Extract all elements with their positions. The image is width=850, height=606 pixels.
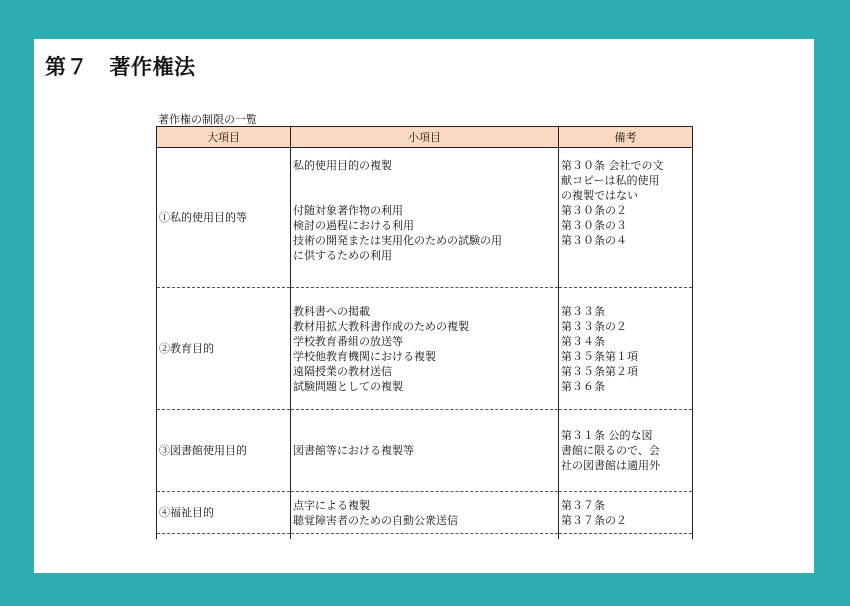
major-item-cell: ①私的使用目的等 <box>157 148 291 288</box>
minor-item: 試験問題としての複製 <box>293 379 403 393</box>
table-row <box>157 288 693 410</box>
minor-item: 教材用拡大教科書作成のための複製 <box>293 319 469 333</box>
remark-line: 第３４条 <box>561 334 605 348</box>
minor-item-cell <box>291 410 559 492</box>
empty-cell <box>157 534 291 540</box>
remarks-cell <box>559 492 693 534</box>
major-item-cell: ③図書館使用目的 <box>157 410 291 492</box>
remark-line: 第３０条 会社での文 <box>561 159 664 172</box>
page-title: 第７ 著作権法 <box>45 55 196 79</box>
minor-item: 教科書への掲載 <box>293 304 370 318</box>
major-item-cell: ②教育目的 <box>157 288 291 410</box>
remark-line: 献コピーは私的使用 <box>561 174 660 187</box>
remark-line: 第３７条 <box>561 498 605 512</box>
remarks-cell <box>559 148 693 288</box>
remark-line: 書館に限るので、会 <box>561 444 660 457</box>
header-major-item: 大項目 <box>157 127 291 148</box>
remark-line: 第３０条の２ <box>561 204 627 217</box>
remark-line: 第３６条 <box>561 379 605 393</box>
table-row <box>157 492 693 534</box>
remark-line: 第３７条の２ <box>561 513 627 527</box>
header-remarks: 備考 <box>559 127 693 148</box>
minor-item: 学校他教育機関における複製 <box>293 349 436 363</box>
table-header-row <box>157 127 693 148</box>
minor-item: に供するための利用 <box>293 249 392 262</box>
remark-line: の複製ではない <box>561 189 638 202</box>
minor-item: 遠隔授業の教材送信 <box>293 364 392 378</box>
remark-line: 第３５条第１項 <box>561 349 638 363</box>
minor-item: 検討の過程における利用 <box>293 219 414 232</box>
minor-item: 図書館等における複製等 <box>293 444 414 457</box>
slide <box>34 39 814 573</box>
table-row <box>157 410 693 492</box>
remark-line: 第３０条の４ <box>561 234 627 247</box>
major-item-cell: ④福祉目的 <box>157 492 291 534</box>
remark-line: 社の図書館は適用外 <box>561 459 660 472</box>
remarks-cell <box>559 410 693 492</box>
minor-item-cell <box>291 288 559 410</box>
minor-item: 私的使用目的の複製 <box>293 159 392 172</box>
table-caption: 著作権の制限の一覧 <box>158 113 257 126</box>
table-row <box>157 148 693 288</box>
minor-item: 聴覚障害者のための自動公衆送信 <box>293 513 458 527</box>
minor-item-cell <box>291 148 559 288</box>
copyright-limits-table <box>156 126 693 539</box>
minor-item: 技術の開発または実用化のための試験の用 <box>293 234 502 247</box>
empty-cell <box>291 534 559 540</box>
remarks-cell <box>559 288 693 410</box>
remark-line: 第３５条第２項 <box>561 364 638 378</box>
remark-line: 第３３条の２ <box>561 319 627 333</box>
minor-item-cell <box>291 492 559 534</box>
remark-line: 第３３条 <box>561 304 605 318</box>
minor-item: 点字による複製 <box>293 498 370 512</box>
header-minor-item: 小項目 <box>291 127 559 148</box>
minor-item: 学校教育番組の放送等 <box>293 334 403 348</box>
table-row-cutoff <box>157 534 693 540</box>
minor-item: 付随対象著作物の利用 <box>293 204 403 217</box>
remark-line: 第３０条の３ <box>561 219 627 232</box>
remark-line: 第３１条 公的な図 <box>561 429 653 442</box>
empty-cell <box>559 534 693 540</box>
spacer <box>293 173 556 203</box>
